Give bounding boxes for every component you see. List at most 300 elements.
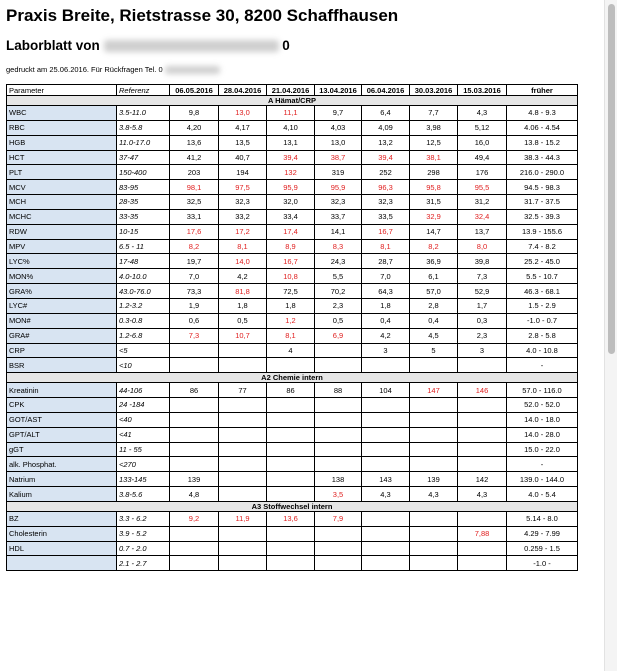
value-cell bbox=[170, 541, 219, 556]
table-row bbox=[7, 487, 578, 502]
reference-cell: 10-15 bbox=[117, 224, 170, 239]
previous-range-cell: 4.29 - 7.99 bbox=[507, 526, 578, 541]
value-cell: 9,7 bbox=[315, 106, 362, 121]
previous-range-cell: -1.0 - bbox=[507, 556, 578, 571]
value-cell bbox=[410, 511, 458, 526]
table-row bbox=[7, 343, 578, 358]
value-cell bbox=[315, 526, 362, 541]
value-cell: 142 bbox=[458, 472, 507, 487]
previous-range-cell: 1.5 - 2.9 bbox=[507, 298, 578, 313]
value-cell-abnormal: 17,6 bbox=[170, 224, 219, 239]
reference-cell: 24 -184 bbox=[117, 398, 170, 413]
value-cell-abnormal: 38,1 bbox=[410, 150, 458, 165]
previous-range-cell: 57.0 - 116.0 bbox=[507, 383, 578, 398]
reference-cell: 3.5-11.0 bbox=[117, 106, 170, 121]
scrollbar-thumb[interactable] bbox=[608, 4, 615, 354]
value-cell bbox=[362, 556, 410, 571]
value-cell-abnormal: 17,2 bbox=[219, 224, 267, 239]
value-cell bbox=[315, 343, 362, 358]
value-cell-abnormal: 14,0 bbox=[219, 254, 267, 269]
value-cell bbox=[267, 442, 315, 457]
table-row bbox=[7, 383, 578, 398]
value-cell-abnormal: 146 bbox=[458, 383, 507, 398]
patient-heading bbox=[6, 38, 290, 53]
value-cell: 4,2 bbox=[219, 269, 267, 284]
value-cell: 33,5 bbox=[362, 209, 410, 224]
parameter-cell: Natrium bbox=[7, 472, 117, 487]
value-cell bbox=[170, 442, 219, 457]
value-cell: 6,1 bbox=[410, 269, 458, 284]
value-cell bbox=[315, 541, 362, 556]
reference-cell: 133-145 bbox=[117, 472, 170, 487]
section-title: A2 Chemie intern bbox=[7, 373, 578, 383]
value-cell: 143 bbox=[362, 472, 410, 487]
value-cell bbox=[170, 457, 219, 472]
previous-range-cell: 52.0 - 52.0 bbox=[507, 398, 578, 413]
value-cell: 70,2 bbox=[315, 284, 362, 299]
table-row bbox=[7, 195, 578, 210]
previous-range-cell: 2.8 - 5.8 bbox=[507, 328, 578, 343]
value-cell-abnormal: 6,9 bbox=[315, 328, 362, 343]
parameter-cell: LYC% bbox=[7, 254, 117, 269]
value-cell bbox=[267, 412, 315, 427]
value-cell: 36,9 bbox=[410, 254, 458, 269]
value-cell bbox=[458, 457, 507, 472]
table-row bbox=[7, 106, 578, 121]
reference-cell: 11.0-17.0 bbox=[117, 135, 170, 150]
value-cell bbox=[219, 398, 267, 413]
value-cell-abnormal: 7,3 bbox=[170, 328, 219, 343]
table-header-row bbox=[7, 85, 578, 96]
value-cell: 19,7 bbox=[170, 254, 219, 269]
column-header-frueher: früher bbox=[507, 85, 578, 96]
value-cell: 13,5 bbox=[219, 135, 267, 150]
value-cell bbox=[170, 526, 219, 541]
table-row bbox=[7, 398, 578, 413]
column-header-referenz: Referenz bbox=[117, 85, 170, 96]
value-cell bbox=[315, 412, 362, 427]
previous-range-cell: 14.0 - 18.0 bbox=[507, 412, 578, 427]
value-cell: 5,12 bbox=[458, 120, 507, 135]
value-cell-abnormal: 8,1 bbox=[267, 328, 315, 343]
column-header-date: 06.05.2016 bbox=[170, 85, 219, 96]
parameter-cell: GOT/AST bbox=[7, 412, 117, 427]
value-cell-abnormal: 95,5 bbox=[458, 180, 507, 195]
value-cell-abnormal: 11,1 bbox=[267, 106, 315, 121]
value-cell bbox=[410, 442, 458, 457]
value-cell bbox=[219, 526, 267, 541]
value-cell: 31,5 bbox=[410, 195, 458, 210]
value-cell: 0,4 bbox=[362, 313, 410, 328]
table-row bbox=[7, 284, 578, 299]
value-cell: 2,3 bbox=[315, 298, 362, 313]
value-cell bbox=[362, 442, 410, 457]
section-title: A3 Stoffwechsel intern bbox=[7, 501, 578, 511]
value-cell bbox=[219, 556, 267, 571]
value-cell: 4,3 bbox=[362, 487, 410, 502]
table-row bbox=[7, 526, 578, 541]
value-cell bbox=[362, 511, 410, 526]
reference-cell: 43.0-76.0 bbox=[117, 284, 170, 299]
value-cell-abnormal: 96,3 bbox=[362, 180, 410, 195]
value-cell bbox=[267, 472, 315, 487]
value-cell: 139 bbox=[170, 472, 219, 487]
value-cell bbox=[458, 511, 507, 526]
value-cell: 16,0 bbox=[458, 135, 507, 150]
value-cell: 13,7 bbox=[458, 224, 507, 239]
value-cell: 4,09 bbox=[362, 120, 410, 135]
column-header-date: 28.04.2016 bbox=[219, 85, 267, 96]
reference-cell: 83-95 bbox=[117, 180, 170, 195]
parameter-cell: alk. Phosphat. bbox=[7, 457, 117, 472]
parameter-cell: MCHC bbox=[7, 209, 117, 224]
value-cell: 86 bbox=[267, 383, 315, 398]
previous-range-cell: 31.7 - 37.5 bbox=[507, 195, 578, 210]
value-cell: 3 bbox=[362, 343, 410, 358]
table-row bbox=[7, 358, 578, 373]
table-row bbox=[7, 269, 578, 284]
column-header-date: 30.03.2016 bbox=[410, 85, 458, 96]
previous-range-cell: -1.0 - 0.7 bbox=[507, 313, 578, 328]
value-cell: 12,5 bbox=[410, 135, 458, 150]
value-cell: 88 bbox=[315, 383, 362, 398]
reference-cell: 37-47 bbox=[117, 150, 170, 165]
value-cell bbox=[410, 526, 458, 541]
parameter-cell: MCV bbox=[7, 180, 117, 195]
value-cell-abnormal: 95,8 bbox=[410, 180, 458, 195]
value-cell: 32,3 bbox=[362, 195, 410, 210]
table-row bbox=[7, 254, 578, 269]
value-cell: 4,17 bbox=[219, 120, 267, 135]
value-cell: 1,8 bbox=[362, 298, 410, 313]
value-cell bbox=[315, 442, 362, 457]
value-cell bbox=[362, 457, 410, 472]
previous-range-cell: - bbox=[507, 358, 578, 373]
value-cell: 0,5 bbox=[315, 313, 362, 328]
vertical-scrollbar[interactable] bbox=[604, 0, 617, 671]
value-cell: 0,4 bbox=[410, 313, 458, 328]
value-cell: 40,7 bbox=[219, 150, 267, 165]
reference-cell: 0.3-0.8 bbox=[117, 313, 170, 328]
reference-cell: 1.2-3.2 bbox=[117, 298, 170, 313]
value-cell bbox=[219, 472, 267, 487]
value-cell bbox=[170, 343, 219, 358]
value-cell bbox=[267, 398, 315, 413]
value-cell bbox=[219, 343, 267, 358]
parameter-cell: CRP bbox=[7, 343, 117, 358]
value-cell: 4,5 bbox=[410, 328, 458, 343]
table-row bbox=[7, 472, 578, 487]
value-cell bbox=[315, 398, 362, 413]
value-cell: 77 bbox=[219, 383, 267, 398]
value-cell: 104 bbox=[362, 383, 410, 398]
value-cell: 57,0 bbox=[410, 284, 458, 299]
value-cell bbox=[362, 358, 410, 373]
value-cell-abnormal: 147 bbox=[410, 383, 458, 398]
parameter-cell: Kreatinin bbox=[7, 383, 117, 398]
section-title: A Hämat/CRP bbox=[7, 96, 578, 106]
value-cell-abnormal: 8,2 bbox=[170, 239, 219, 254]
value-cell: 0,5 bbox=[219, 313, 267, 328]
value-cell: 13,1 bbox=[267, 135, 315, 150]
reference-cell: <40 bbox=[117, 412, 170, 427]
reference-cell: 0.7 - 2.0 bbox=[117, 541, 170, 556]
column-header-date: 13.04.2016 bbox=[315, 85, 362, 96]
parameter-cell: WBC bbox=[7, 106, 117, 121]
reference-cell: <10 bbox=[117, 358, 170, 373]
column-header-parameter: Parameter bbox=[7, 85, 117, 96]
previous-range-cell: 5.5 - 10.7 bbox=[507, 269, 578, 284]
value-cell: 4,3 bbox=[458, 487, 507, 502]
value-cell: 7,0 bbox=[362, 269, 410, 284]
reference-cell: 33-35 bbox=[117, 209, 170, 224]
previous-range-cell: 46.3 - 68.1 bbox=[507, 284, 578, 299]
previous-range-cell: 94.5 - 98.3 bbox=[507, 180, 578, 195]
previous-range-cell: 7.4 - 8.2 bbox=[507, 239, 578, 254]
redacted-patient-name bbox=[104, 40, 279, 52]
table-row bbox=[7, 150, 578, 165]
value-cell bbox=[458, 398, 507, 413]
value-cell: 14,1 bbox=[315, 224, 362, 239]
value-cell: 33,4 bbox=[267, 209, 315, 224]
value-cell bbox=[362, 427, 410, 442]
value-cell bbox=[219, 487, 267, 502]
parameter-cell: RBC bbox=[7, 120, 117, 135]
value-cell: 1,9 bbox=[170, 298, 219, 313]
value-cell bbox=[170, 427, 219, 442]
value-cell bbox=[267, 541, 315, 556]
value-cell: 4,03 bbox=[315, 120, 362, 135]
table-row bbox=[7, 427, 578, 442]
value-cell: 203 bbox=[170, 165, 219, 180]
value-cell bbox=[458, 358, 507, 373]
parameter-cell: gGT bbox=[7, 442, 117, 457]
reference-cell: 3.9 - 5.2 bbox=[117, 526, 170, 541]
value-cell: 33,1 bbox=[170, 209, 219, 224]
value-cell: 0,3 bbox=[458, 313, 507, 328]
value-cell: 5,5 bbox=[315, 269, 362, 284]
reference-cell: 2.1 - 2.7 bbox=[117, 556, 170, 571]
value-cell: 86 bbox=[170, 383, 219, 398]
previous-range-cell: 32.5 - 39.3 bbox=[507, 209, 578, 224]
value-cell bbox=[267, 358, 315, 373]
previous-range-cell: 13.9 - 155.6 bbox=[507, 224, 578, 239]
value-cell: 138 bbox=[315, 472, 362, 487]
reference-cell: <5 bbox=[117, 343, 170, 358]
value-cell bbox=[219, 412, 267, 427]
value-cell bbox=[267, 556, 315, 571]
parameter-cell: MCH bbox=[7, 195, 117, 210]
value-cell-abnormal: 13,0 bbox=[219, 106, 267, 121]
table-row bbox=[7, 541, 578, 556]
column-header-date: 15.03.2016 bbox=[458, 85, 507, 96]
value-cell bbox=[170, 398, 219, 413]
value-cell: 252 bbox=[362, 165, 410, 180]
value-cell: 298 bbox=[410, 165, 458, 180]
value-cell: 4,10 bbox=[267, 120, 315, 135]
value-cell bbox=[458, 427, 507, 442]
parameter-cell bbox=[7, 556, 117, 571]
reference-cell: 3.3 - 6.2 bbox=[117, 511, 170, 526]
parameter-cell: GPT/ALT bbox=[7, 427, 117, 442]
value-cell bbox=[267, 457, 315, 472]
value-cell: 31,2 bbox=[458, 195, 507, 210]
table-row bbox=[7, 511, 578, 526]
table-row bbox=[7, 457, 578, 472]
table-row bbox=[7, 135, 578, 150]
value-cell: 33,2 bbox=[219, 209, 267, 224]
value-cell-abnormal: 132 bbox=[267, 165, 315, 180]
table-row bbox=[7, 412, 578, 427]
parameter-cell: BZ bbox=[7, 511, 117, 526]
value-cell: 2,3 bbox=[458, 328, 507, 343]
value-cell: 72,5 bbox=[267, 284, 315, 299]
value-cell bbox=[267, 427, 315, 442]
value-cell-abnormal: 7,9 bbox=[315, 511, 362, 526]
previous-range-cell: 25.2 - 45.0 bbox=[507, 254, 578, 269]
value-cell bbox=[219, 442, 267, 457]
value-cell: 13,0 bbox=[315, 135, 362, 150]
value-cell bbox=[170, 358, 219, 373]
value-cell: 139 bbox=[410, 472, 458, 487]
parameter-cell: PLT bbox=[7, 165, 117, 180]
parameter-cell: HDL bbox=[7, 541, 117, 556]
patient-heading-prefix: Laborblatt von bbox=[6, 38, 100, 53]
table-row bbox=[7, 556, 578, 571]
reference-cell: 17-48 bbox=[117, 254, 170, 269]
previous-range-cell: 15.0 - 22.0 bbox=[507, 442, 578, 457]
value-cell bbox=[362, 541, 410, 556]
value-cell: 28,7 bbox=[362, 254, 410, 269]
table-row bbox=[7, 442, 578, 457]
value-cell: 4,8 bbox=[170, 487, 219, 502]
value-cell: 73,3 bbox=[170, 284, 219, 299]
print-info-text: gedruckt am 25.06.2016. Für Rückfragen Tel. 0 bbox=[6, 65, 163, 74]
value-cell: 13,2 bbox=[362, 135, 410, 150]
column-header-date: 06.04.2016 bbox=[362, 85, 410, 96]
table-row bbox=[7, 224, 578, 239]
table-row bbox=[7, 180, 578, 195]
value-cell bbox=[410, 398, 458, 413]
value-cell-abnormal: 95,9 bbox=[267, 180, 315, 195]
value-cell bbox=[219, 427, 267, 442]
reference-cell: 3.8-5.8 bbox=[117, 120, 170, 135]
value-cell bbox=[458, 412, 507, 427]
value-cell: 32,0 bbox=[267, 195, 315, 210]
value-cell-abnormal: 8,0 bbox=[458, 239, 507, 254]
print-info bbox=[6, 65, 220, 74]
table-row bbox=[7, 313, 578, 328]
parameter-cell: MPV bbox=[7, 239, 117, 254]
value-cell-abnormal: 16,7 bbox=[362, 224, 410, 239]
value-cell-abnormal: 8,3 bbox=[315, 239, 362, 254]
value-cell-abnormal: 17,4 bbox=[267, 224, 315, 239]
value-cell bbox=[362, 398, 410, 413]
value-cell: 0,6 bbox=[170, 313, 219, 328]
value-cell-abnormal: 10,7 bbox=[219, 328, 267, 343]
value-cell: 64,3 bbox=[362, 284, 410, 299]
value-cell-abnormal: 98,1 bbox=[170, 180, 219, 195]
value-cell-abnormal: 8,1 bbox=[219, 239, 267, 254]
parameter-cell: RDW bbox=[7, 224, 117, 239]
bottom-fade bbox=[0, 652, 604, 671]
value-cell bbox=[170, 556, 219, 571]
value-cell bbox=[315, 358, 362, 373]
value-cell: 3,98 bbox=[410, 120, 458, 135]
value-cell bbox=[362, 526, 410, 541]
previous-range-cell: 4.0 - 5.4 bbox=[507, 487, 578, 502]
value-cell bbox=[219, 358, 267, 373]
value-cell-abnormal: 39,4 bbox=[267, 150, 315, 165]
value-cell bbox=[410, 556, 458, 571]
value-cell: 1,8 bbox=[219, 298, 267, 313]
value-cell: 7,7 bbox=[410, 106, 458, 121]
table-row bbox=[7, 298, 578, 313]
value-cell bbox=[410, 541, 458, 556]
table-row bbox=[7, 209, 578, 224]
page-title: Praxis Breite, Rietstrasse 30, 8200 Schaffhausen bbox=[6, 6, 399, 25]
section-row bbox=[7, 373, 578, 383]
value-cell-abnormal: 9,2 bbox=[170, 511, 219, 526]
value-cell: 13,6 bbox=[170, 135, 219, 150]
previous-range-cell: 5.14 - 8.0 bbox=[507, 511, 578, 526]
value-cell-abnormal: 7,88 bbox=[458, 526, 507, 541]
table-row bbox=[7, 165, 578, 180]
value-cell bbox=[170, 412, 219, 427]
value-cell-abnormal: 3,5 bbox=[315, 487, 362, 502]
value-cell: 9,8 bbox=[170, 106, 219, 121]
value-cell: 176 bbox=[458, 165, 507, 180]
value-cell bbox=[315, 427, 362, 442]
value-cell bbox=[267, 526, 315, 541]
previous-range-cell: - bbox=[507, 457, 578, 472]
value-cell: 39,8 bbox=[458, 254, 507, 269]
value-cell bbox=[458, 442, 507, 457]
value-cell: 49,4 bbox=[458, 150, 507, 165]
previous-range-cell: 139.0 - 144.0 bbox=[507, 472, 578, 487]
redacted-phone bbox=[165, 66, 220, 74]
value-cell bbox=[362, 412, 410, 427]
value-cell: 14,7 bbox=[410, 224, 458, 239]
value-cell: 32,3 bbox=[315, 195, 362, 210]
value-cell-abnormal: 13,6 bbox=[267, 511, 315, 526]
value-cell-abnormal: 32,9 bbox=[410, 209, 458, 224]
previous-range-cell: 4.0 - 10.8 bbox=[507, 343, 578, 358]
table-row bbox=[7, 239, 578, 254]
value-cell: 3 bbox=[458, 343, 507, 358]
value-cell: 24,3 bbox=[315, 254, 362, 269]
parameter-cell: GRA% bbox=[7, 284, 117, 299]
section-row bbox=[7, 96, 578, 106]
patient-heading-suffix: 0 bbox=[282, 38, 290, 53]
value-cell-abnormal: 10,8 bbox=[267, 269, 315, 284]
column-header-date: 21.04.2016 bbox=[267, 85, 315, 96]
previous-range-cell: 14.0 - 28.0 bbox=[507, 427, 578, 442]
table-row bbox=[7, 328, 578, 343]
reference-cell: 4.0-10.0 bbox=[117, 269, 170, 284]
reference-cell: 150-400 bbox=[117, 165, 170, 180]
value-cell-abnormal: 8,1 bbox=[362, 239, 410, 254]
parameter-cell: HCT bbox=[7, 150, 117, 165]
value-cell bbox=[410, 427, 458, 442]
parameter-cell: HGB bbox=[7, 135, 117, 150]
value-cell: 1,7 bbox=[458, 298, 507, 313]
reference-cell: <270 bbox=[117, 457, 170, 472]
parameter-cell: LYC# bbox=[7, 298, 117, 313]
value-cell: 5 bbox=[410, 343, 458, 358]
previous-range-cell: 4.06 - 4.54 bbox=[507, 120, 578, 135]
parameter-cell: Cholesterin bbox=[7, 526, 117, 541]
